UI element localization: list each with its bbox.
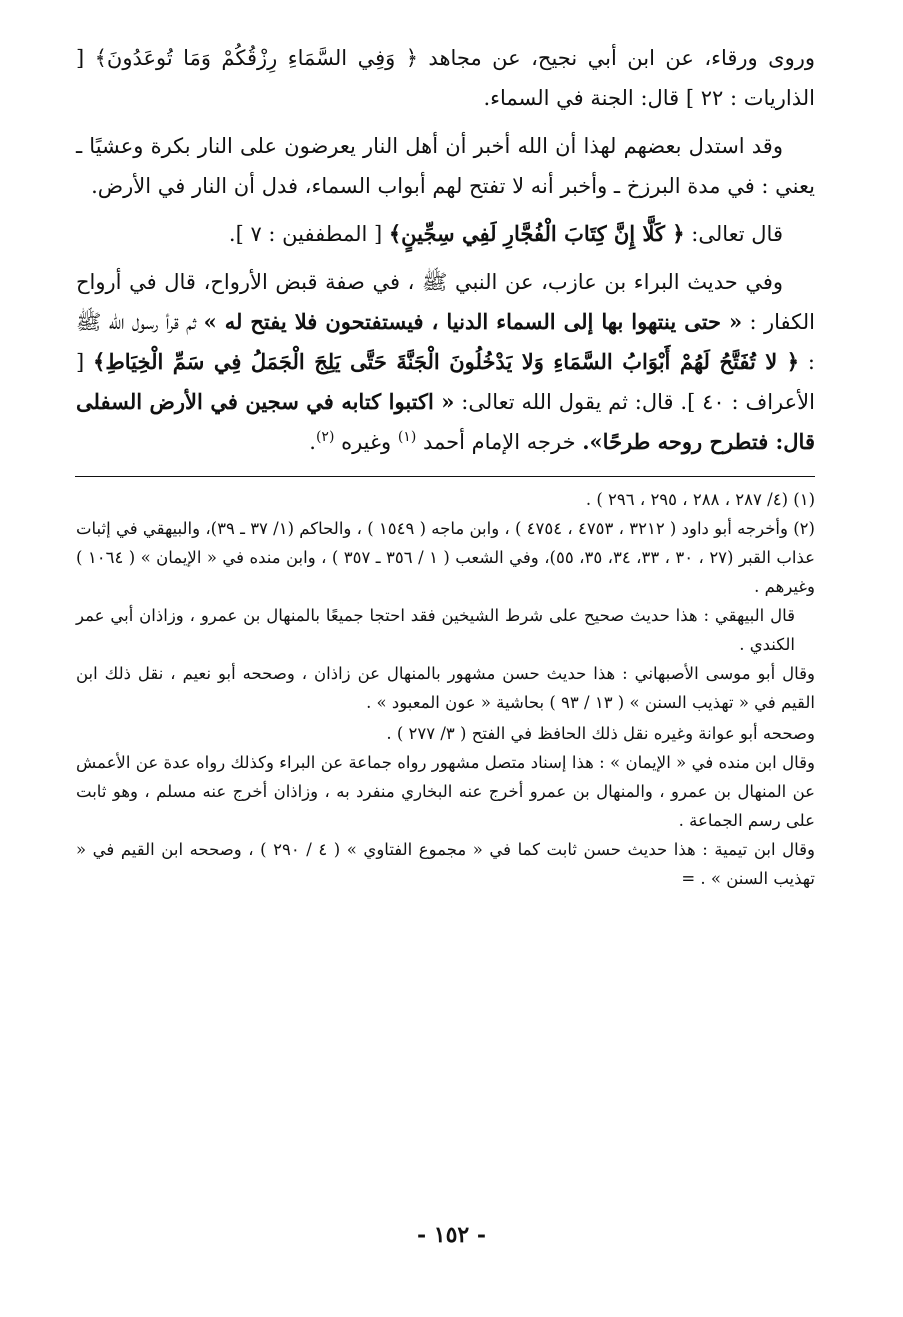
footnote-divider: [75, 476, 815, 477]
footnote-2-ibn-mandah: وقال ابن منده في « الإيمان » : هذا إسناد متصل مشهور رواه جماعة عن البراء وكذلك رواه عدة عن الأعمش عن المنهال بن عمرو ، والمنهال بن عمرو أخرج عنه البخاري منفرد به ، وزاذان أخرج عنه مسلم ، وهو ثابت على رسم الجماعة .: [76, 753, 815, 830]
footnote-2: (٢) وأخرجه أبو داود ( ٣٢١٢ ، ٤٧٥٣ ، ٤٧٥٤ ) ، وابن ماجه ( ١٥٤٩ ) ، والحاكم (١/ ٣٧ ـ ٣٩)، والبيهقي في إثبات عذاب القبر (٢٧ ، ٣٠ ، ٣٣، ٣٤، ٣٥، ٥٥)، وفي الشعب ( ١ / ٣٥٦ ـ ٣٥٧ ) ، وابن منده في « الإيمان » ( ١٠٦٤ ) وغيرهم .: [76, 519, 816, 596]
paragraph-4-end: .: [309, 430, 316, 454]
hadith-quote-2: « اكتبوا كتابه في سجين في الأرض السفلى قال: فتطرح روحه طرحًا».: [76, 389, 815, 454]
footnote-ref-1: (١): [397, 429, 417, 445]
footnote-2-ibn-taymiyyah: وقال ابن تيمية : هذا حديث حسن ثابت كما في « مجموع الفتاوي » ( ٤ / ٢٩٠ ) ، وصححه ابن القيم في « تهذيب السنن » . =: [76, 840, 815, 888]
hadith-recitation-intro: ثم قرأ رسول الله ﷺ :: [76, 310, 815, 374]
quran-verse-araf: ﴿ لا تُفَتَّحُ لَهُمْ أَبْوَابُ السَّمَاءِ وَلا يَدْخُلُونَ الْجَنَّةَ حَتَّى يَلِجَ الْجَمَلُ فِي سَمِّ الْخِيَاطِ﴾: [93, 349, 800, 374]
footnote-2-isbahani: وقال أبو موسى الأصبهاني : هذا حديث حسن مشهور بالمنهال عن زاذان ، وصححه أبو نعيم ، نقل ذلك ابن القيم في « تهذيب السنن » ( ١٣ / ٩٣ ) بحاشية « عون المعبود » .: [76, 664, 815, 712]
paragraph-3-reference: [ المطففين : ٧ ].: [228, 222, 389, 246]
hadith-quote-1: « حتى ينتهوا بها إلى السماء الدنيا ، فيستفتحون فلا يفتح له »: [203, 309, 743, 334]
footnote-2-abu-awana: وصححه أبو عوانة وغيره نقل ذلك الحافظ في الفتح ( ٣/ ٢٧٧ ) .: [386, 724, 815, 743]
main-text: [76, 38, 815, 462]
paragraph-3-intro: قال تعالى:: [684, 222, 783, 246]
araf-reference: [ الأعراف : ٤٠ ]. قال: ثم يقول الله تعالى:: [76, 350, 815, 414]
footnote-ref-2: (٢): [315, 429, 335, 445]
footnotes: [76, 485, 815, 893]
paragraph-3: [76, 214, 815, 254]
footnote-1: (١) (٤/ ٢٨٧ ، ٢٨٨ ، ٢٩٥ ، ٢٩٦ ) .: [585, 490, 815, 509]
paragraph-1: وروى ورقاء، عن ابن أبي نجيح، عن مجاهد ﴿ وَفِي السَّمَاءِ رِزْقُكُمْ وَمَا تُوعَدُونَ﴾ [ الذاريات : ٢٢ ] قال: الجنة في السماء.: [76, 46, 815, 110]
quran-verse-mutaffifin: ﴿ كَلَّا إِنَّ كِتَابَ الْفُجَّارِ لَفِي سِجِّينٍ﴾: [388, 221, 685, 246]
hadith-intro: وفي حديث البراء بن عازب، عن النبي ﷺ ، في صفة قبض الأرواح، قال في أرواح الكفار :: [76, 270, 815, 334]
page-number: - ١٥٢ -: [416, 1222, 487, 1248]
paragraph-2: وقد استدل بعضهم لهذا أن الله أخبر أن أهل النار يعرضون على النار بكرة وعشيًا ـ يعني : في مدة البرزخ ـ وأخبر أنه لا تفتح لهم أبواب السماء، فدل أن النار في الأرض.: [76, 134, 815, 198]
takhrij-text-2: وغيره: [334, 430, 398, 454]
takhrij-text: خرجه الإمام أحمد: [416, 430, 583, 454]
paragraph-4: [76, 262, 815, 462]
footnote-2-bayhaqi: قال البيهقي : هذا حديث صحيح على شرط الشيخين فقد احتجا جميعًا بالمنهال بن عمرو ، وزاذان أبي عمر الكندي .: [76, 606, 795, 654]
